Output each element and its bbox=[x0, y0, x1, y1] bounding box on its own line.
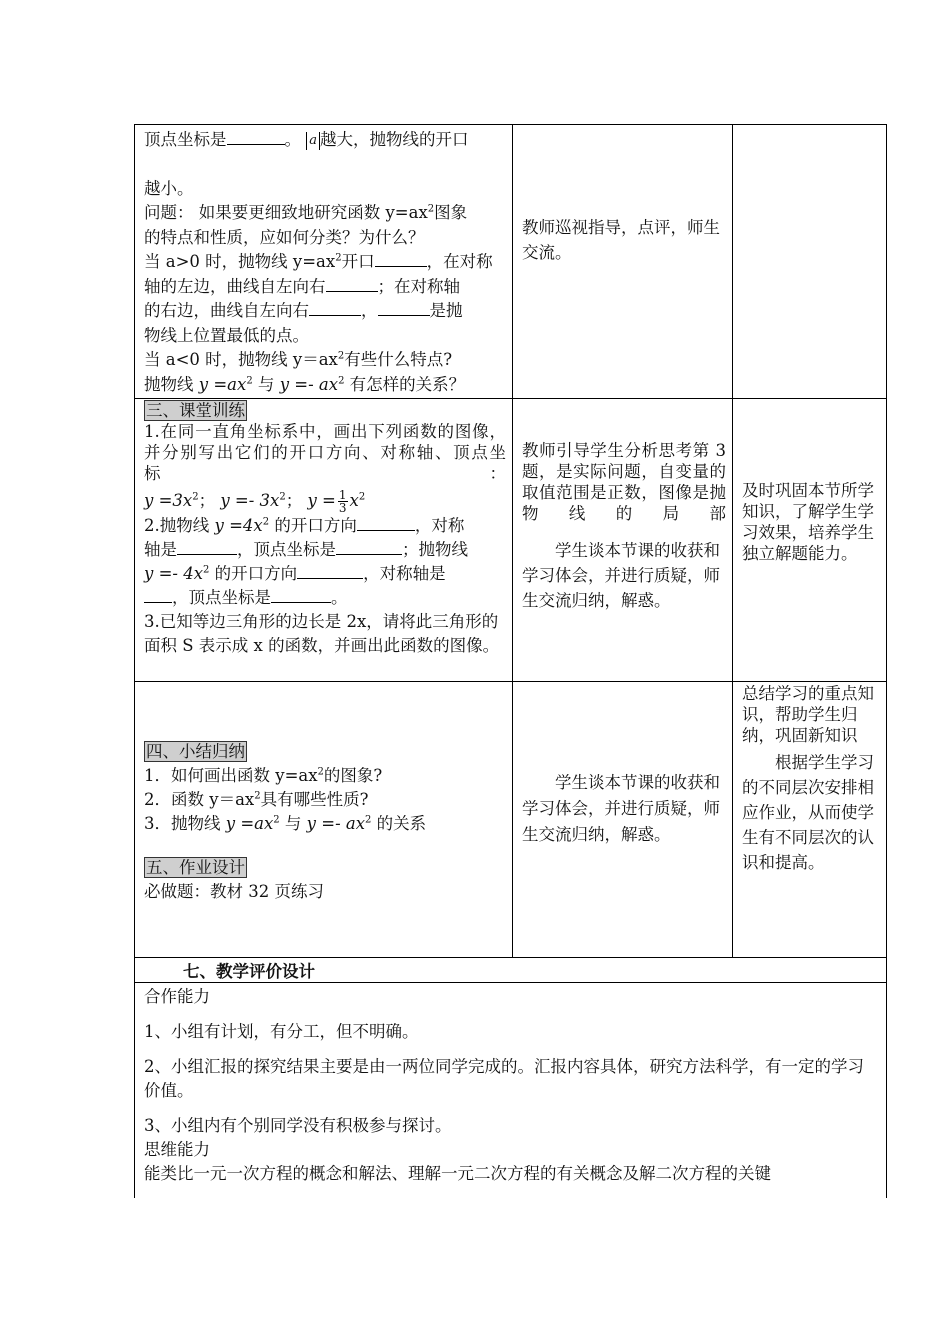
text: 有怎样的关系？ bbox=[344, 374, 466, 394]
text: 有些什么特点? bbox=[344, 350, 453, 369]
math: y =- ax bbox=[306, 814, 366, 833]
fraction-one-third bbox=[338, 489, 348, 514]
math: = bbox=[208, 374, 228, 394]
section-heading-homework bbox=[144, 856, 506, 880]
superscript: 2 bbox=[317, 766, 324, 778]
superscript: 2 bbox=[254, 790, 261, 802]
row1-line7 bbox=[144, 299, 506, 324]
row1-line8 bbox=[144, 324, 506, 349]
row1-mid-cell bbox=[522, 216, 726, 265]
row3-right-cell bbox=[742, 683, 882, 875]
superscript: 2 bbox=[365, 814, 372, 826]
row3-right-text-1: 总结学习的重点知识，帮助学生归纳，巩固新知识 bbox=[742, 684, 874, 745]
row-divider-3 bbox=[134, 957, 887, 958]
eval-point-3: 3、小组内有个别同学没有积极参与探讨。 bbox=[144, 1116, 452, 1135]
superscript: 2 bbox=[262, 516, 270, 528]
formula-1: y =3x bbox=[144, 491, 193, 510]
text: 与 bbox=[279, 814, 307, 833]
text: 的开口方向 bbox=[209, 564, 298, 583]
text: 开口 bbox=[341, 252, 375, 271]
text: 抛物线 bbox=[144, 374, 199, 394]
text: 的关系 bbox=[371, 814, 427, 833]
numerator: 1 bbox=[338, 488, 347, 502]
homework-text: 必做题：教材 32 页练习 bbox=[144, 882, 324, 901]
formula-2: y =- 3x bbox=[220, 491, 280, 510]
eval-point-2: 2、小组汇报的探究结果主要是由一两位同学完成的。汇报内容具体，研究方法科学，有一定的学习价值。 bbox=[144, 1057, 864, 1100]
eval-heading-cooperation: 合作能力 bbox=[144, 987, 210, 1006]
text: 的右边，曲线自左向右 bbox=[144, 301, 309, 320]
section-label: 四、小结归纳 bbox=[146, 742, 245, 761]
text: ，顶点坐标是 bbox=[237, 540, 336, 559]
text: 2.抛物线 bbox=[144, 516, 215, 535]
row1-line3 bbox=[144, 201, 506, 226]
superscript: 2 bbox=[273, 814, 280, 826]
eval-body bbox=[144, 985, 880, 1186]
math: y bbox=[198, 374, 209, 394]
summary-item-2 bbox=[144, 788, 506, 812]
text: 2．函数 y＝ax bbox=[144, 790, 255, 809]
text: 的图象? bbox=[323, 766, 383, 785]
text: ； bbox=[198, 491, 216, 510]
eval-point-1: 1、小组有计划，有分工，但不明确。 bbox=[144, 1022, 419, 1041]
text: 越小。 bbox=[144, 178, 194, 198]
math: y =ax bbox=[225, 814, 274, 833]
row2-q2-line4 bbox=[144, 586, 506, 610]
superscript: 2 bbox=[427, 203, 435, 215]
text: 3．抛物线 bbox=[144, 814, 226, 833]
row1-line1 bbox=[144, 128, 506, 153]
text: 。 bbox=[331, 588, 348, 607]
row2-right-cell bbox=[742, 480, 880, 564]
row1-line9 bbox=[144, 348, 506, 373]
row2-mid-text-2: 学生谈本节课的收获和学习体会，并进行质疑，师生交流归纳，解惑。 bbox=[522, 541, 720, 610]
row3-right-text-2: 根据学生学习的不同层次安排相应作业，从而使学生有不同层次的认识和提高。 bbox=[742, 753, 874, 872]
row1-line10 bbox=[144, 373, 506, 398]
row2-q2-line3 bbox=[144, 562, 506, 586]
row2-q2-line1 bbox=[144, 514, 506, 538]
superscript: 2 bbox=[246, 375, 253, 386]
superscript: 2 bbox=[358, 491, 366, 503]
eval-heading-thinking: 思维能力 bbox=[144, 1140, 210, 1159]
text: ；在对称轴 bbox=[377, 276, 460, 296]
row1-mid-text: 教师巡视指导，点评，师生交流。 bbox=[522, 218, 720, 262]
row3-mid-text: 学生谈本节课的收获和学习体会，并进行质疑，师生交流归纳，解惑。 bbox=[522, 773, 720, 844]
formula-3: y = bbox=[307, 491, 336, 510]
abs-a-symbol: a bbox=[306, 132, 320, 150]
summary-item-1 bbox=[144, 764, 506, 788]
math: ax bbox=[227, 374, 247, 394]
superscript: 2 bbox=[337, 350, 345, 362]
row2-mid-text-1: 教师引导学生分析思考第 3 题，是实际问题，自变量的取值范围是正数，图像是抛物线的局部 bbox=[522, 441, 726, 523]
superscript: 2 bbox=[279, 491, 286, 503]
text: 具有哪些性质? bbox=[260, 790, 369, 809]
text: 是抛 bbox=[429, 301, 463, 320]
column-divider-1 bbox=[512, 124, 513, 958]
row2-q2-line2 bbox=[144, 538, 506, 562]
summary-item-3 bbox=[144, 812, 506, 836]
text: ，在对称 bbox=[426, 252, 493, 271]
row1-line2 bbox=[144, 177, 506, 202]
text: 与 bbox=[252, 374, 280, 394]
text: 当 a<0 时，抛物线 y＝ax bbox=[144, 350, 338, 369]
text: ； bbox=[285, 491, 303, 510]
row2-mid-cell bbox=[522, 440, 726, 613]
row2-q1: 1.在同一直角坐标系中，画出下列函数的图像，并分别写出它们的开口方向、对称轴、顶点坐标： bbox=[144, 422, 506, 483]
column-divider-2 bbox=[732, 124, 733, 958]
denominator: 3 bbox=[338, 501, 347, 515]
text: ， bbox=[361, 301, 378, 320]
text: 1．如何画出函数 y=ax bbox=[144, 766, 318, 785]
row1-line4 bbox=[144, 226, 506, 251]
superscript: 2 bbox=[335, 252, 342, 264]
text: ，对称轴是 bbox=[363, 564, 446, 583]
row1-left-cell bbox=[144, 128, 506, 397]
text: 轴是 bbox=[144, 540, 177, 559]
superscript: 2 bbox=[192, 491, 199, 503]
math: =- bbox=[289, 374, 319, 394]
superscript: 2 bbox=[203, 564, 210, 576]
section-label: 三、课堂训练 bbox=[146, 401, 245, 420]
row3-mid-cell bbox=[522, 770, 726, 848]
text: 越大，抛物线的开口 bbox=[320, 130, 469, 149]
eval-title: 七、教学评价设计 bbox=[183, 962, 315, 981]
text: ；抛物线 bbox=[402, 540, 468, 559]
text: 轴的左边，曲线自左向右 bbox=[144, 276, 326, 296]
text: 的特点和性质，应如何分类？为什么？ bbox=[144, 227, 425, 247]
section-heading-practice bbox=[144, 400, 506, 421]
text: ，顶点坐标是 bbox=[172, 588, 271, 607]
row2-left-cell bbox=[144, 400, 506, 658]
section-label: 五、作业设计 bbox=[146, 858, 245, 877]
math: y =4x bbox=[214, 516, 263, 535]
text: 。 bbox=[284, 130, 301, 149]
row1-line6 bbox=[144, 275, 506, 300]
superscript: 2 bbox=[338, 375, 345, 386]
row-divider-2 bbox=[134, 681, 887, 682]
row2-right-text: 及时巩固本节所学知识，了解学生学习效果，培养学生独立解题能力。 bbox=[742, 481, 874, 563]
math: x bbox=[349, 491, 359, 510]
row2-q3: 3.已知等边三角形的边长是 2x，请将此三角形的面积 S 表示成 x 的函数，并画出此函数的图像。 bbox=[144, 612, 500, 655]
eval-point-4: 能类比一元一次方程的概念和解法、理解一元二次方程的有关概念及解二次方程的关键 bbox=[144, 1164, 771, 1183]
row-divider-1 bbox=[134, 398, 887, 399]
text: 的开口方向 bbox=[269, 516, 357, 535]
text: 问题： 如果要更细致地研究函数 y=ax bbox=[144, 203, 428, 222]
text: 物线上位置最低的点。 bbox=[144, 325, 309, 345]
row1-line5 bbox=[144, 250, 506, 275]
section-heading-summary bbox=[144, 740, 506, 764]
text: 当 a>0 时，抛物线 y=ax bbox=[144, 252, 336, 271]
math: ax bbox=[318, 374, 339, 394]
math: y =- 4x bbox=[144, 564, 204, 583]
math: y bbox=[279, 374, 290, 394]
text: 图象 bbox=[434, 203, 468, 222]
row3-left-cell bbox=[144, 740, 506, 904]
row2-formulas bbox=[144, 488, 506, 514]
text: ，对称 bbox=[414, 516, 465, 535]
text: 顶点坐标是 bbox=[144, 130, 227, 149]
